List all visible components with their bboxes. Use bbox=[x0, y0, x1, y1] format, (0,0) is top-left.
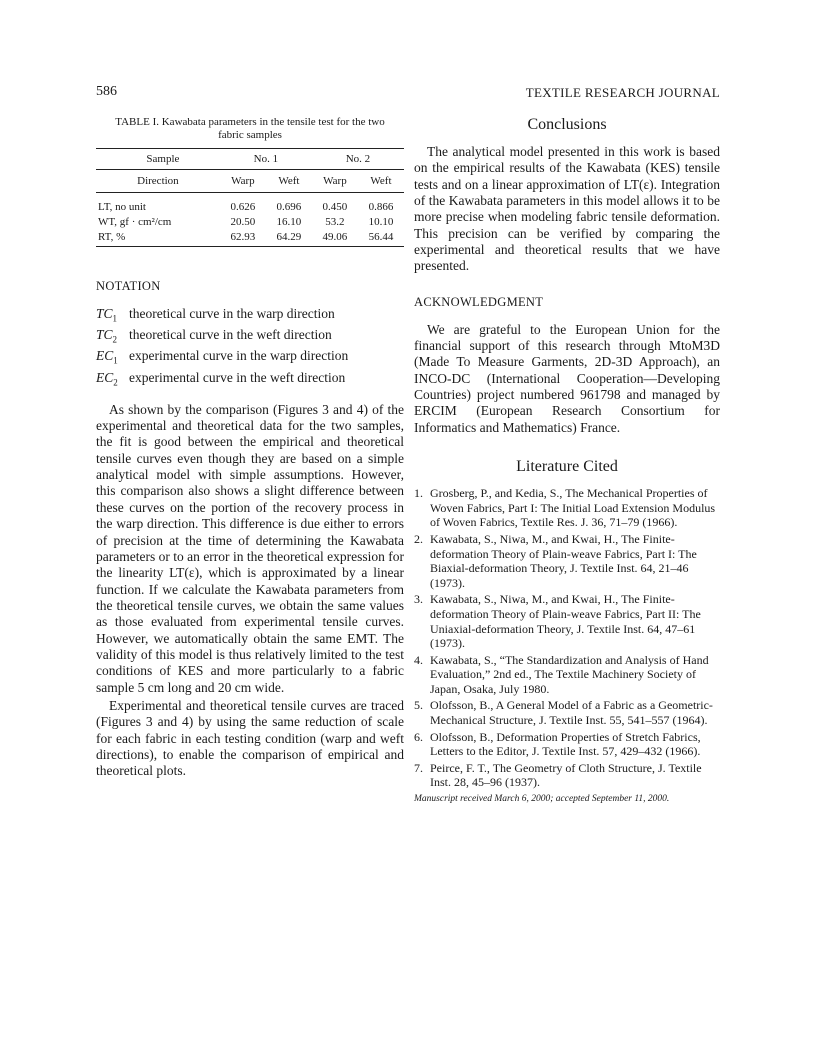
notation-description: theoretical curve in the weft direction bbox=[129, 327, 332, 343]
notation-description: experimental curve in the weft direction bbox=[129, 369, 346, 385]
reference-list bbox=[414, 486, 720, 790]
notation-symbol: $EC_1$ bbox=[96, 348, 118, 367]
reference-item: 7. Peirce, F. T., The Geometry of Cloth Structure, J. Textile Inst. 28, 45–96 (1937). bbox=[414, 760, 702, 790]
table-row bbox=[96, 193, 404, 215]
notation-item bbox=[96, 370, 404, 391]
reference-item: 5. Olofsson, B., A General Model of a Fabric as a Geometric-Mechanical Structure, J. Textile Inst. 55, 541–557 (1964). bbox=[414, 698, 713, 728]
table-cell: 62.93 bbox=[220, 229, 266, 247]
kawabata-table bbox=[96, 148, 404, 247]
conclusions-heading: Conclusions bbox=[527, 116, 607, 133]
notation-symbol: $TC_2$ bbox=[96, 327, 118, 345]
table-header-row bbox=[96, 149, 404, 170]
notation-item bbox=[96, 306, 404, 327]
sample-no2-header: No. 2 bbox=[312, 149, 404, 170]
table-cell: 49.06 bbox=[312, 229, 358, 247]
body-paragraph: As shown by the comparison (Figures 3 and 4) of the experimental and theoretical data for the two samples, the fit is good between the empirical and theoretical tensile curves even though they are based on a simple analytical model with simple assumptions. However, this comparison also shows a slight difference between these curves on the portion of the recovery process in the warp direction. This difference is due either to errors of precision at the time of determining the Kawabata parameters or to an error in the theoretical expression for the linearity LT(ε), which is approximated by a linear function. If we calculate the Kawabata parameters from the theoretical tensile curves, we obtain the same values as those evaluated from experimental tensile curves. However, we automatically obtain the same EMT. The validity of this model is thus relatively limited to the test conditions of KES and more particularly to a fabric sample 5 cm long and 20 cm wide. bbox=[96, 401, 404, 695]
notation-symbol: $EC_2$ bbox=[96, 369, 118, 388]
reference-item: 1. Grosberg, P., and Kedia, S., The Mechanical Properties of Woven Fabrics, Part I: The Initial Load Extension Modulus of Woven Fabrics, Textile Res. J. 36, 71–79 (1966). bbox=[414, 486, 716, 530]
table-cell: 0.866 bbox=[368, 200, 394, 213]
notation-item bbox=[96, 348, 404, 369]
sample-header: Sample bbox=[96, 149, 220, 170]
acknowledgment-heading: ACKNOWLEDGMENT bbox=[414, 294, 544, 309]
row-label: LT, no unit bbox=[98, 200, 146, 213]
weft-header: Weft bbox=[358, 170, 404, 193]
notation-description: experimental curve in the warp direction bbox=[129, 348, 349, 364]
table-direction-row bbox=[96, 170, 404, 193]
reference-item: 3. Kawabata, S., Niwa, M., and Kwai, H., The Finite-deformation Theory of Plain-weave Fabrics, Part II: The Uniaxial-deformation Theory, J. Textile Inst. 64, 47–61 (1973). bbox=[414, 592, 701, 651]
left-column bbox=[96, 116, 404, 780]
table-cell: 16.10 bbox=[276, 215, 302, 228]
warp-header: Warp bbox=[312, 170, 358, 193]
right-column bbox=[414, 116, 720, 804]
manuscript-received-note: Manuscript received March 6, 2000; accepted September 11, 2000. bbox=[414, 794, 670, 805]
conclusions-paragraph: The analytical model presented in this work is based on the empirical results of the Kawabata (KES) tensile tests and on a linear approximation of LT(ε). Integration of the Kawabata parameters in this model allows it to be more precise when modeling fabric tensile deformation. This precision can be verified by comparing the experimental and theoretical results that we have presented. bbox=[414, 144, 720, 274]
row-label: WT, gf · cm²/cm bbox=[98, 215, 172, 228]
table-cell: 20.50 bbox=[230, 215, 256, 228]
notation-list bbox=[96, 306, 404, 391]
body-paragraph: Experimental and theoretical tensile curves are traced (Figures 3 and 4) by using the same reduction of scale for each fabric in each testing condition (warp and weft directions), to enable the comparison of empirical and theoretical plots. bbox=[96, 697, 404, 779]
table-cell: 53.2 bbox=[325, 215, 345, 228]
notation-symbol: $TC_1$ bbox=[96, 306, 118, 324]
notation-item bbox=[96, 327, 404, 348]
table-cell: 56.44 bbox=[358, 229, 404, 247]
table-cell: 10.10 bbox=[368, 215, 394, 228]
page-number: 586 bbox=[96, 84, 117, 99]
table-cell: 0.626 bbox=[230, 200, 256, 213]
table-caption: TABLE I. Kawabata parameters in the tensile test for the two fabric samples bbox=[115, 116, 385, 141]
sample-no1-header: No. 1 bbox=[220, 149, 312, 170]
literature-heading: Literature Cited bbox=[516, 458, 618, 476]
direction-header: Direction bbox=[96, 170, 220, 193]
table-row bbox=[96, 229, 404, 247]
reference-item: 6. Olofsson, B., Deformation Properties of Stretch Fabrics, Letters to the Editor, J. Textile Inst. 57, 429–432 (1966). bbox=[414, 729, 701, 759]
table-row bbox=[96, 214, 404, 229]
warp-header: Warp bbox=[220, 170, 266, 193]
journal-title: TEXTILE RESEARCH JOURNAL bbox=[525, 85, 720, 100]
table-cell: 64.29 bbox=[266, 229, 312, 247]
row-label: RT, % bbox=[96, 229, 220, 247]
weft-header: Weft bbox=[266, 170, 312, 193]
acknowledgment-paragraph: We are grateful to the European Union for the financial support of this research through MtoM3D (Made To Measure Garments, 2D-3D Approach), an INCO-DC (International Cooperation—Developing Countries) project numbered 961798 and managed by ERCIM (European Research Consortium for Informatics and Mathematics) France. bbox=[414, 321, 720, 435]
reference-item: 2. Kawabata, S., Niwa, M., and Kwai, H., The Finite-deformation Theory of Plain-weave Fabrics, Part I: The Biaxial-deformation Theory, J. Textile Inst. 64, 21–46 (1973). bbox=[414, 531, 697, 590]
table-cell: 0.696 bbox=[276, 200, 302, 213]
reference-item: 4. Kawabata, S., “The Standardization and Analysis of Hand Evaluation,” 2nd ed., The Textile Machinery Society of Japan, Osaka, July 1980. bbox=[414, 652, 709, 696]
notation-heading: NOTATION bbox=[96, 279, 161, 293]
notation-description: theoretical curve in the warp direction bbox=[129, 306, 335, 321]
table-cell: 0.450 bbox=[322, 200, 348, 213]
